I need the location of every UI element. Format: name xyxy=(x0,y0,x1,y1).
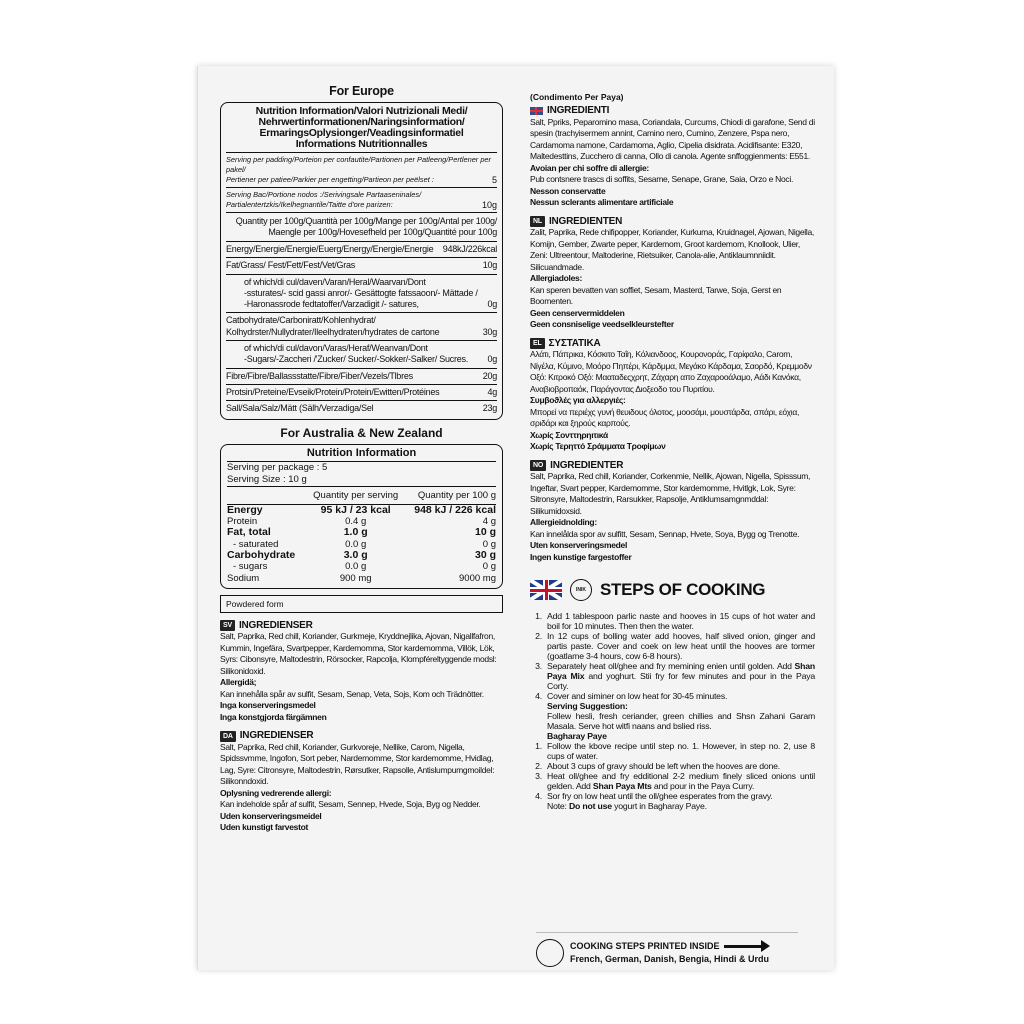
col-per-serving: Quantity per serving xyxy=(308,487,404,505)
europe-nutrient-row: Fibre/Fibre/Ballassstatte/Fibre/Fiber/Vezels/Tlbres 20g xyxy=(226,369,497,385)
inik-icon: INIK xyxy=(570,579,592,601)
ingredients-it: INGREDIENTI Salt, Ppriks, Peparomino masa, Coriandala, Curcums, Chiodi di garafone, Send di spesin (trachyisermem annint, Camino nero, Cumino, Zenzere, Pspa nero, Cardamoma namone, Cardamoma, Aglio, Cipelia disidrata. Acidifisante: E320, Maltedesttins, Zucchero di canna, Ollo di canola. Agente snffoggienments: E551. Avoian per chi soffre di allergie: Pub contsnere trascs di soffits, Sesame, Senape, Grane, Saia, Orzo e Noci. Nesson conservatte Nessun sclerants alimentare artificiale xyxy=(530,105,815,207)
europe-section-title: For Europe xyxy=(329,84,394,98)
condimento-label: (Condimento Per Paya) xyxy=(530,92,624,102)
col-per-100g: Quantity per 100 g xyxy=(404,487,496,505)
italy-flag-icon xyxy=(530,107,543,115)
serving-size-row: Serving Bac/Portione nodos :/Serivingsale Partaaseninales/ Partialentertzkis/Ikelhegnantile/Taitte d'ore parizen: 10g xyxy=(226,188,497,213)
steps-title: STEPS OF COOKING xyxy=(600,580,766,599)
europe-nutrient-row: Fat/Grass/ Fest/Fett/Fest/Vet/Gras 10g xyxy=(226,258,497,274)
bagharay-heading: Bagharay Paye xyxy=(547,731,607,741)
chef-hat-icon xyxy=(536,939,564,967)
anz-nutrient-row: Fat, total 1.0 g 10 g xyxy=(227,526,496,539)
cooking-step: 3. Heat oll/ghee and fry edditional 2-2 medium finely sliced onions until gelden. Add Shan Paya Mts and pour in the Paya Curry. xyxy=(535,771,815,791)
europe-nutrient-rows xyxy=(226,242,497,417)
lang-badge-da: DA xyxy=(220,731,236,742)
anz-nutrient-row: Carbohydrate 3.0 g 30 g xyxy=(227,549,496,562)
ingredients-sv: SV INGREDIENSER Salt, Paprika, Red chill, Koriander, Gurkmeje, Kryddnejlika, Ajovan, Nigallfafron, Kummin, Ingefära, Svartpepper, Kardemomma, Stor kardemomma, Villök, Lök, Syrs: Cibonsyre, Maltodestrin, Rörsocker, Rapcolja, Klompféreltyggende modsl: Silikonidoxid. Allergidä; Kan innehålla spår av sulfit, Sesam, Senap, Veta, Sojs, Kom och Trädnötter. Inga konserveringsmedel Inga konstgjorda färgämnen xyxy=(220,619,497,722)
anz-nutrition-box xyxy=(220,444,503,589)
europe-nutrition-box xyxy=(220,102,503,420)
anz-section-title: For Australia & New Zealand xyxy=(280,425,443,440)
europe-nutrient-row: of which/di cul/davon/Varas/Heraf/Weanvan/Dont -Sugars/-Zaccheri /'Zucker/ Sucker/-Sokker/-Salker/ Sucres. 0g xyxy=(226,341,497,369)
cooking-step: 2. About 3 cups of gravy should be left when the hooves are done. xyxy=(535,761,780,771)
serving-suggestion-text: Follew hesli, fresh ceriander, green chillies and Shsn Zahani Garam Masala. Serve hot witfi naans and bslied riss. xyxy=(547,711,815,731)
anz-nutrient-row: - sugars 0.0 g 0 g xyxy=(233,561,496,573)
ingredients-da: DA INGREDIENSER Salt, Paprika, Red chill, Koriander, Gurkvoreje, Nellike, Carom, Nigella, Spidssvmme, Ingofon, Sort peber, Nardemomme, Stor kardemomme, Hvidlag, Lag, Syre: Citronsyre, Maltodestrin, Rørsutker, Rapsolle, Antislumpumgmoildel: Silikonndoxid. Oplysning vedrerende allergi: Kan indeholde spår af sulfit, Sesam, Sennep, Hvede, Soja, Byg og Nedder. Uden konserveringsmeidel Uden kunstigt farvestot xyxy=(220,730,495,833)
lang-badge-no: NO xyxy=(530,460,546,471)
left-column xyxy=(220,84,503,834)
powdered-form-box: Powdered form xyxy=(220,595,503,613)
anz-nutrient-row: Energy 95 kJ / 23 kcal 948 kJ / 226 kcal xyxy=(227,503,496,516)
servings-per-pack-row: Serving per padding/Porteion per confautite/Partionen per Patleeng/Pertlener per pakel/ Pertiener per patiee/Parkier per engetting/Partieon per peëlset : 5 xyxy=(226,153,497,188)
anz-nutrient-row: Protein 0.4 g 4 g xyxy=(227,516,496,528)
ingredients-nl: NL INGREDIENTEN Zalit, Paprika, Rede chifipopper, Koriander, Kurkuma, Kruidnagel, Ajowan, Nigella, Komijn, Gember, Zwarte peper, Kardemom, Groot kardemom, Knollook, Ulier, Zeni: Ultreentour, Maltoderine, Rietsuiker, Canola-alie, Antiklaumnniidit. Silicuandmade. Allergiadoles: Kan speren bevatten van soffiet, Sesam, Masterd, Tarwe, Soja, Gerst en Boomenten. Geen censervermiddelen Geen consniselige veedselkleurstefter xyxy=(530,215,814,329)
servings-per-package: Serving per package : 5 xyxy=(227,461,328,473)
serving-suggestion-heading: Serving Suggestion: xyxy=(547,701,628,711)
arrow-right-icon xyxy=(724,945,764,948)
europe-nutrient-row: Catbohydrate/Carboniratt/Kohlenhydrat/ Kolhydrster/Nullydrater/Ileelhydraten/hydrates de cartone 30g xyxy=(226,313,497,341)
cooking-steps-inside-banner: COOKING STEPS PRINTED INSIDE French, German, Danish, Bengia, Hindi & Urdu xyxy=(536,932,798,967)
lang-badge-nl: NL xyxy=(530,216,545,227)
quantity-header: Quantity per 100g/Quantità per 100g/Mange per 100g/Antal per 100g/ Maengle per 100g/Hovesefheld per 100g/Quantité pour 100g xyxy=(226,213,497,242)
europe-nutrient-row: Energy/Energie/Energie/Euerg/Energy/Energie/Energie 948kJ/226kcal xyxy=(226,242,497,258)
cooking-step: 1. Follow the kbove recipe until step no. 1. However, in step no. 2, use 8 cups of water. xyxy=(535,741,815,761)
right-column xyxy=(530,92,815,811)
note: Note: Do not use yogurt in Bagharay Paye. xyxy=(547,801,707,811)
anz-nutrient-row: - saturated 0.0 g 0 g xyxy=(233,538,496,550)
europe-nutrition-title: Nutrition Information/Valori Nutrizionali Medi/ Nehrwertinformationen/Naringsinformation/ ErmaringsOplysionger/Veadingsinformatiel Informations Nutritionnalles xyxy=(255,105,468,150)
europe-nutrient-row: Sall/Sala/Salz/Mätt (Sälh/Verzadiga/Sel 23g xyxy=(226,403,497,414)
cooking-step: 4. Cover and siminer on low heat for 30-45 minutes. xyxy=(535,691,728,701)
cooking-steps xyxy=(530,611,815,811)
cooking-step: 3. Separately heat oll/ghee and fry memining enien until golden. Add Shan Paya Mix and yoghurt. Stii fry for few minutes and pour in the Paya Corty. xyxy=(535,661,815,691)
cooking-step: 2. In 12 cups of bolling water add hooves, half slived onion, ginger and partis paste. Cover and coek on lew heat until the hooves are tormer (goatlame 3-4 hours, cow 6-8 hours). xyxy=(535,631,815,661)
anz-nutrition-table xyxy=(227,487,496,584)
serving-size: Serving Size : 10 g xyxy=(227,474,496,487)
lang-badge-sv: SV xyxy=(220,620,235,631)
europe-nutrient-row: of which/di cul/daven/Varan/Heral/Waarvan/Dont -ssturates/- scid gassi anror/- Gesättogte fatssaoon/- Mättade / -Haronassrode fedtatoffer/Varzadigit /- satures, 0g xyxy=(226,275,497,314)
package-back-panel xyxy=(197,66,834,970)
uk-flag-icon xyxy=(530,580,562,600)
europe-nutrient-row: Protsin/Preteine/Evseik/Protein/Protein/Ewitten/Protéines 4g xyxy=(226,385,497,401)
cooking-step: 4. Sor fry on low heat until the oll/ghee esperates from the gravy. xyxy=(535,791,773,801)
anz-nutrient-row: Sodium 900 mg 9000 mg xyxy=(227,572,496,584)
steps-of-cooking-header xyxy=(530,579,815,601)
ingredients-el: EL ΣΥΣΤΑΤΙΚΑ Αλάτι, Πάπρικα, Κόσκιτο Ταΐη, Κόλιανδοος, Κουρονοράς, Γαρίφαλο, Carom, Νίγέλα, Κύμινο, Μοόρο Πηπέρι, Κάρδμμα, Μεγάκο Κάρδαμα, Σαορδό, Κρεμμοδν Οξό: Κιτροκό Οξό: Μααταδεςχρητ, Ζάχαρη απο Ζαχαροοάλαμο, Αάδι Κανόκα, Αναβιοβροπαόκ, Παράγοντας Διοξεοδο του Πυριτίου. Συμβοϑλές για αλλεργιές: Μπορεί να περιέχς γυνή θευιδους όλοτος, μοοσάμι, μουστάρδα, σπάρι, εόχια, σριδάρι και ξηρούς καρπούς. Χωρίς Σονττηρηιτικά Χωρίς Τερηττό Σράμματα Τροφίμων xyxy=(530,337,812,451)
lang-badge-el: EL xyxy=(530,338,545,349)
ingredients-no: NO INGREDIENTER Salt, Paprika, Red chill, Koriander, Corkenmie, Nellik, Ajowan, Nigella, Spisssum, Ingeftar, Svart pepper, Kardemomme, Stor kardemomme, Hvitlgk, Lok, Syre: Sitronsyre, Maltodestrin, Rarsukker, Rapsolje, Antiklumsamgnmddal: Silikumidoxsid. Allergieidnolding: Kan innelålda spor av sulfitt, Sesam, Sennap, Hvete, Soya, Bygg og Trenotte. Uten konserveringsmedel Ingen kunstige fargestoffer xyxy=(530,459,811,562)
cooking-step: 1. Add 1 tablespoon parlic naste and hooves in 15 cups of hot water and boil for 10 minutes. Then then the water. xyxy=(535,611,815,631)
anz-nutrition-title: Nutrition Information xyxy=(227,447,496,462)
